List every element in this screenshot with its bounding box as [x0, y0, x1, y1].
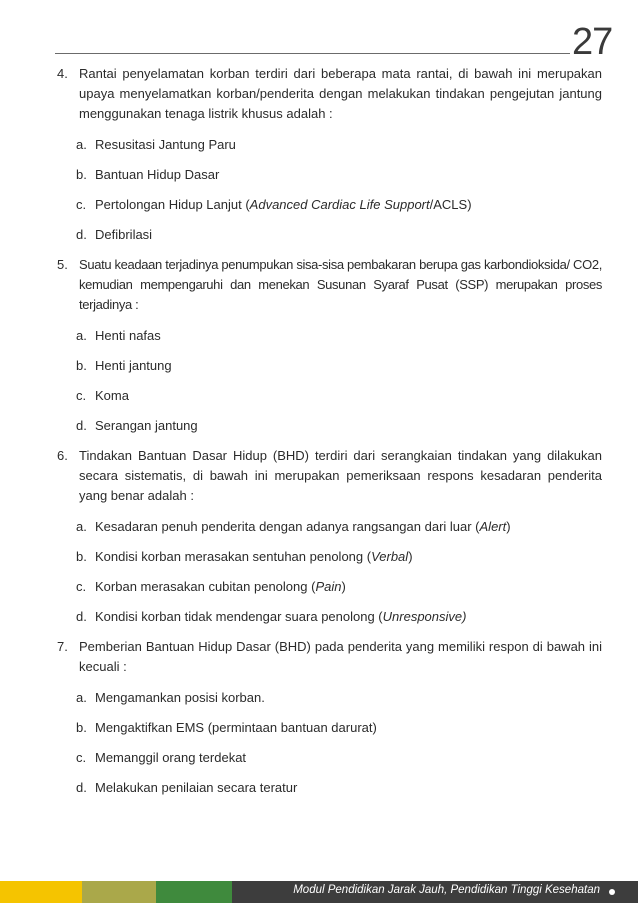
option-text: Bantuan Hidup Dasar — [95, 167, 220, 182]
option-letter: a. — [76, 137, 87, 152]
option-text-after: /ACLS) — [429, 197, 472, 212]
option-letter: a. — [76, 519, 87, 534]
option-text: Kondisi korban merasakan sentuhan penolong ( — [95, 549, 372, 564]
option-letter: d. — [76, 418, 87, 433]
option-letter: a. — [76, 328, 87, 343]
option-text: Pertolongan Hidup Lanjut ( — [95, 197, 250, 212]
option-4a — [57, 135, 602, 155]
option-text-italic: Verbal — [371, 549, 409, 564]
option-text: Henti jantung — [95, 358, 172, 373]
option-6b — [57, 547, 602, 567]
question-list — [57, 64, 602, 808]
option-5a — [57, 326, 602, 346]
option-text: Koma — [95, 388, 129, 403]
footer-segment-yellow — [0, 881, 82, 903]
footer-text: Modul Pendidikan Jarak Jauh, Pendidikan Tinggi Kesehatan — [293, 884, 600, 896]
option-text: Mengaktifkan EMS (permintaan bantuan darurat) — [95, 720, 377, 735]
option-text-italic: Unresponsive) — [382, 609, 467, 624]
option-7d — [57, 778, 602, 798]
question-number: 7. — [57, 639, 68, 654]
question-7 — [57, 637, 602, 677]
footer-segment-dark — [232, 881, 638, 903]
footer-segment-olive — [82, 881, 156, 903]
option-letter: b. — [76, 720, 87, 735]
question-4 — [57, 64, 602, 124]
question-text: Pemberian Bantuan Hidup Dasar (BHD) pada penderita yang memiliki respon di bawah ini kecuali : — [79, 639, 602, 674]
option-letter: d. — [76, 227, 87, 242]
page-number: 27 — [572, 21, 613, 63]
header-rule — [55, 53, 570, 54]
option-letter: c. — [76, 579, 87, 594]
option-6a — [57, 517, 602, 537]
option-4d — [57, 225, 602, 245]
question-text: Rantai penyelamatan korban terdiri dari beberapa mata rantai, di bawah ini merupakan upaya menyelamatkan korban/penderita dengan melakukan tindakan pengejutan jantung menggunakan tenaga listrik khusus adalah : — [79, 66, 602, 121]
footer-bar — [0, 881, 638, 903]
option-letter: c. — [76, 388, 87, 403]
option-letter: d. — [76, 609, 87, 624]
question-number: 6. — [57, 448, 68, 463]
option-text: Kondisi korban tidak mendengar suara penolong ( — [95, 609, 383, 624]
option-text: Resusitasi Jantung Paru — [95, 137, 236, 152]
option-6c — [57, 577, 602, 597]
option-text: Melakukan penilaian secara teratur — [95, 780, 298, 795]
option-text-italic: Advanced Cardiac Life Support — [249, 197, 430, 212]
footer-dot-icon — [609, 889, 615, 895]
footer-segment-green — [156, 881, 232, 903]
option-6d — [57, 607, 602, 627]
option-text-italic: Pain — [315, 579, 342, 594]
option-letter: d. — [76, 780, 87, 795]
option-text: Mengamankan posisi korban. — [95, 690, 265, 705]
option-text: Korban merasakan cubitan penolong ( — [95, 579, 316, 594]
option-letter: b. — [76, 358, 87, 373]
option-text: Memanggil orang terdekat — [95, 750, 247, 765]
question-number: 4. — [57, 66, 68, 81]
option-7a — [57, 688, 602, 708]
option-letter: a. — [76, 690, 87, 705]
option-text-after: ) — [341, 579, 346, 594]
option-5b — [57, 356, 602, 376]
question-text: Suatu keadaan terjadinya penumpukan sisa-sisa pembakaran berupa gas karbondioksida/ CO2, kemudian mempengaruhi dan menekan Susunan Syaraf Pusat (SSP) merupakan proses terjadinya : — [79, 257, 602, 312]
option-text: Serangan jantung — [95, 418, 198, 433]
option-7c — [57, 748, 602, 768]
option-letter: c. — [76, 197, 87, 212]
option-5d — [57, 416, 602, 436]
option-text-italic: Alert — [479, 519, 507, 534]
option-text: Kesadaran penuh penderita dengan adanya rangsangan dari luar ( — [95, 519, 480, 534]
option-5c — [57, 386, 602, 406]
option-letter: b. — [76, 167, 87, 182]
option-7b — [57, 718, 602, 738]
option-letter: b. — [76, 549, 87, 564]
option-text-after: ) — [408, 549, 413, 564]
option-text: Henti nafas — [95, 328, 161, 343]
option-letter: c. — [76, 750, 87, 765]
option-text-after: ) — [506, 519, 511, 534]
question-number: 5. — [57, 257, 68, 272]
option-4c — [57, 195, 602, 215]
option-text: Defibrilasi — [95, 227, 153, 242]
question-text: Tindakan Bantuan Dasar Hidup (BHD) terdiri dari serangkaian tindakan yang dilakukan secara sistematis, di bawah ini merupakan pemeriksaan respons kesadaran penderita yang benar adalah : — [79, 448, 602, 503]
option-4b — [57, 165, 602, 185]
question-6 — [57, 446, 602, 506]
question-5 — [57, 255, 602, 315]
